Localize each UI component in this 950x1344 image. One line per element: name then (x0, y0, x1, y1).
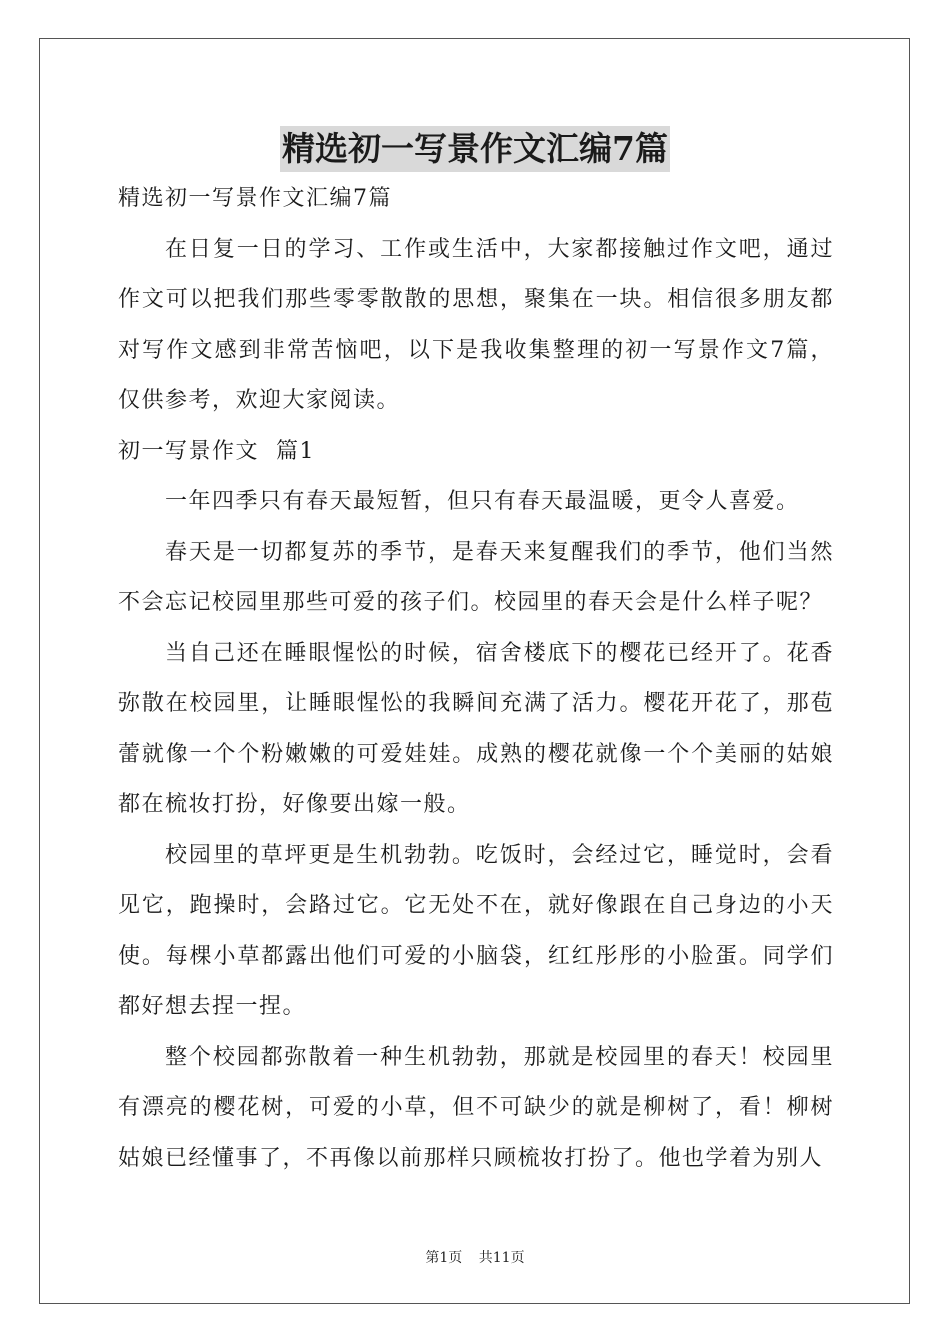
document-subtitle: 精选初一写景作文汇编7篇 (118, 186, 392, 211)
section-paragraph-1: 一年四季只有春天最短暂，但只有春天最温暖，更令人喜爱。 (165, 489, 800, 514)
section-paragraph-5: 整个校园都弥散着一种生机勃勃，那就是校园里的春天！校园里有漂亮的樱花树，可爱的小草，但不可缺少的就是柳树了，看！柳树姑娘已经懂事了，不再像以前那样只顾梳妆打扮了。他也学着为别人 (118, 1044, 834, 1171)
page-footer (0, 1247, 950, 1267)
page-number: 第1页 (425, 1250, 463, 1266)
title-container (0, 126, 950, 172)
section-paragraph-4: 校园里的草坪更是生机勃勃。吃饭时，会经过它，睡觉时，会看见它，跑操时，会路过它。它无处不在，就好像跟在自己身边的小天使。每棵小草都露出他们可爱的小脑袋，红红彤彤的小脸蛋。同学们都好想去捏一捏。 (118, 842, 834, 1019)
page-total: 共11页 (478, 1250, 525, 1266)
document-title: 精选初一写景作文汇编7篇 (280, 126, 670, 172)
section-paragraph-3: 当自己还在睡眼惺忪的时候，宿舍楼底下的樱花已经开了。花香弥散在校园里，让睡眼惺忪的我瞬间充满了活力。樱花开花了，那苞蕾就像一个个粉嫩嫩的可爱娃娃。成熟的樱花就像一个个美丽的姑娘都在梳妆打扮，好像要出嫁一般。 (118, 640, 834, 817)
section-paragraph-2: 春天是一切都复苏的季节，是春天来复醒我们的季节，他们当然不会忘记校园里那些可爱的孩子们。校园里的春天会是什么样子呢？ (118, 539, 834, 615)
section-heading: 初一写景作文 篇1 (118, 438, 315, 464)
document-body (118, 174, 834, 1184)
intro-paragraph: 在日复一日的学习、工作或生活中，大家都接触过作文吧，通过作文可以把我们那些零零散散的思想，聚集在一块。相信很多朋友都对写作文感到非常苦恼吧，以下是我收集整理的初一写景作文7篇，仅供参考，欢迎大家阅读。 (118, 236, 834, 413)
